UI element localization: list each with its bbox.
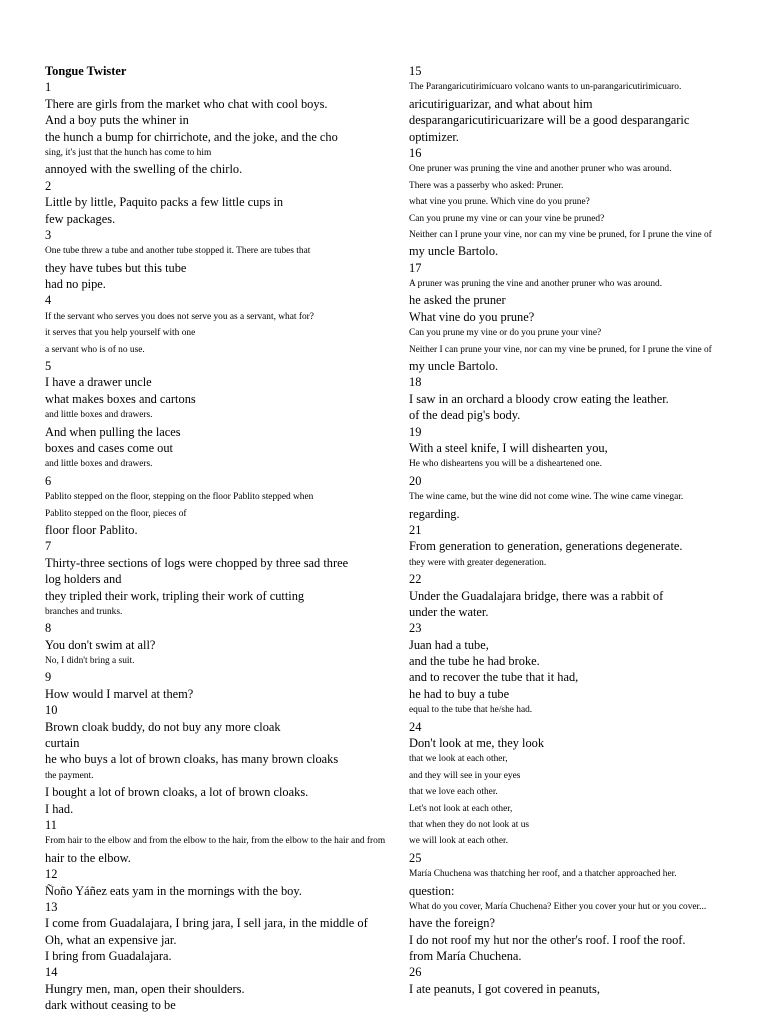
- text-line: The wine came, but the wine did not come wine. The wine came vinegar.: [409, 492, 684, 503]
- text-line: and the tube he had broke.: [409, 654, 540, 669]
- text-line: and little boxes and drawers.: [45, 410, 153, 421]
- text-line: the hunch a bump for chirrichote, and the joke, and the cho: [45, 129, 338, 144]
- text-line: Oh, what an expensive jar.: [45, 932, 177, 947]
- text-line: I bought a lot of brown cloaks, a lot of brown cloaks.: [45, 785, 309, 800]
- text-line: 8: [45, 621, 52, 636]
- text-line: No, I didn't bring a suit.: [45, 656, 135, 667]
- text-line: 7: [45, 539, 52, 554]
- text-line: I had.: [45, 801, 74, 816]
- text-line: 3: [45, 227, 52, 242]
- text-line: Hungry men, man, open their shoulders.: [45, 981, 245, 996]
- text-line: they were with greater degeneration.: [409, 557, 547, 568]
- text-line: my uncle Bartolo.: [409, 359, 499, 374]
- text-line: Let's not look at each other,: [409, 803, 513, 814]
- text-line: they have tubes but this tube: [45, 260, 187, 275]
- text-line: 16: [409, 145, 422, 160]
- text-line: 25: [409, 850, 422, 865]
- text-line: 9: [45, 670, 52, 685]
- text-line: 20: [409, 473, 422, 488]
- text-line: Neither can I prune your vine, nor can my vine be pruned, for I prune the vine of: [409, 229, 712, 240]
- text-line: 12: [45, 867, 58, 882]
- text-line: I have a drawer uncle: [45, 375, 152, 390]
- text-line: 26: [409, 965, 422, 980]
- text-line: 1: [45, 80, 52, 95]
- text-line: dark without ceasing to be: [45, 998, 176, 1013]
- text-line: have the foreign?: [409, 916, 496, 931]
- text-line: it serves that you help yourself with one: [45, 328, 196, 339]
- text-line: 11: [45, 817, 57, 832]
- text-line: How would I marvel at them?: [45, 686, 194, 701]
- text-line: 23: [409, 621, 422, 636]
- text-line: He who disheartens you will be a disheartened one.: [409, 459, 602, 470]
- text-line: of the dead pig's body.: [409, 408, 521, 423]
- text-line: You don't swim at all?: [45, 637, 156, 652]
- text-line: 5: [45, 359, 52, 374]
- text-line: 21: [409, 522, 422, 537]
- text-line: A pruner was pruning the vine and another pruner who was around.: [409, 279, 663, 290]
- text-line: Juan had a tube,: [409, 637, 489, 652]
- text-line: Pablito stepped on the floor, stepping on the floor Pablito stepped when: [45, 492, 314, 503]
- text-line: what vine you prune. Which vine do you prune?: [409, 197, 590, 208]
- text-line: 19: [409, 424, 422, 439]
- text-line: Under the Guadalajara bridge, there was a rabbit of: [409, 588, 664, 603]
- text-line: One pruner was pruning the vine and another pruner who was around.: [409, 164, 672, 175]
- text-line: log holders and: [45, 572, 122, 587]
- text-line: annoyed with the swelling of the chirlo.: [45, 162, 243, 177]
- text-line: 4: [45, 293, 52, 308]
- text-line: branches and trunks.: [45, 606, 123, 617]
- left-column: [45, 63, 401, 1014]
- text-line: he had to buy a tube: [409, 686, 510, 701]
- text-line: From generation to generation, generations degenerate.: [409, 539, 683, 554]
- text-line: 22: [409, 572, 422, 587]
- text-line: desparangaricutiricuarizare will be a good desparangaric: [409, 113, 690, 128]
- text-line: that when they do not look at us: [409, 819, 530, 830]
- text-line: 15: [409, 64, 422, 78]
- text-line: 17: [409, 260, 422, 275]
- text-line: Don't look at me, they look: [409, 736, 545, 751]
- text-line: I do not roof my hut nor the other's roof. I roof the roof.: [409, 932, 686, 947]
- text-line: and to recover the tube that it had,: [409, 670, 579, 685]
- text-line: Thirty-three sections of logs were chopped by three sad three: [45, 555, 349, 570]
- text-line: From hair to the elbow and from the elbow to the hair, from the elbow to the hair and from: [45, 836, 386, 847]
- text-line: There are girls from the market who chat with cool boys.: [45, 96, 328, 111]
- text-line: he asked the pruner: [409, 293, 506, 308]
- text-line: my uncle Bartolo.: [409, 244, 499, 259]
- text-line: a servant who is of no use.: [45, 344, 145, 355]
- text-line: I saw in an orchard a bloody crow eating the leather.: [409, 391, 669, 406]
- text-line: they tripled their work, tripling their work of cutting: [45, 588, 305, 603]
- text-line: Pablito stepped on the floor, pieces of: [45, 508, 187, 519]
- text-line: 18: [409, 375, 422, 390]
- text-line: floor floor Pablito.: [45, 522, 138, 537]
- text-line: he who buys a lot of brown cloaks, has many brown cloaks: [45, 752, 339, 767]
- text-line: 24: [409, 719, 422, 734]
- text-line: and they will see in your eyes: [409, 770, 521, 781]
- text-line: and little boxes and drawers.: [45, 459, 153, 470]
- document-title: Tongue Twister: [45, 64, 127, 78]
- text-line: curtain: [45, 736, 80, 751]
- text-line: There was a passerby who asked: Pruner.: [409, 180, 564, 191]
- text-line: I come from Guadalajara, I bring jara, I sell jara, in the middle of: [45, 916, 368, 931]
- text-line: I ate peanuts, I got covered in peanuts,: [409, 981, 600, 996]
- text-line: What vine do you prune?: [409, 309, 535, 324]
- text-line: hair to the elbow.: [45, 850, 131, 865]
- text-line: boxes and cases come out: [45, 440, 173, 455]
- text-line: optimizer.: [409, 129, 459, 144]
- text-line: from María Chuchena.: [409, 949, 522, 964]
- text-line: And when pulling the laces: [45, 424, 181, 439]
- text-line: With a steel knife, I will dishearten you,: [409, 440, 608, 455]
- text-line: María Chuchena was thatching her roof, and a thatcher approached her.: [409, 869, 677, 880]
- text-line: had no pipe.: [45, 277, 106, 292]
- text-line: One tube threw a tube and another tube stopped it. There are tubes that: [45, 246, 311, 257]
- text-line: Ñoño Yáñez eats yam in the mornings with the boy.: [45, 883, 302, 898]
- right-column: [409, 63, 765, 997]
- text-line: the payment.: [45, 770, 94, 781]
- text-line: under the water.: [409, 604, 489, 619]
- text-line: that we love each other.: [409, 787, 498, 798]
- text-line: sing, it's just that the hunch has come to him: [45, 147, 212, 158]
- text-line: 13: [45, 899, 58, 914]
- text-line: 10: [45, 703, 58, 718]
- text-line: Can you prune my vine or can your vine be pruned?: [409, 213, 605, 224]
- text-line: 14: [45, 965, 58, 980]
- text-line: 2: [45, 178, 52, 193]
- text-line: 6: [45, 473, 52, 488]
- text-line: equal to the tube that he/she had.: [409, 705, 533, 716]
- text-line: Brown cloak buddy, do not buy any more cloak: [45, 719, 281, 734]
- text-line: we will look at each other.: [409, 836, 508, 847]
- text-line: few packages.: [45, 211, 116, 226]
- text-line: Can you prune my vine or do you prune your vine?: [409, 328, 602, 339]
- text-line: The Parangaricutirimícuaro volcano wants to un-parangaricutirimicuaro.: [409, 82, 682, 93]
- text-line: aricutiriguarizar, and what about him: [409, 96, 593, 111]
- text-line: question:: [409, 883, 455, 898]
- text-line: Little by little, Paquito packs a few little cups in: [45, 195, 284, 210]
- text-line: what makes boxes and cartons: [45, 391, 196, 406]
- text-line: What do you cover, María Chuchena? Either you cover your hut or you cover...: [409, 901, 707, 912]
- text-line: If the servant who serves you does not serve you as a servant, what for?: [45, 311, 314, 322]
- text-line: regarding.: [409, 506, 460, 521]
- text-line: that we look at each other,: [409, 754, 508, 765]
- text-line: And a boy puts the whiner in: [45, 113, 189, 128]
- text-line: Neither I can prune your vine, nor can my vine be pruned, for I prune the vine of: [409, 344, 712, 355]
- text-line: I bring from Guadalajara.: [45, 949, 172, 964]
